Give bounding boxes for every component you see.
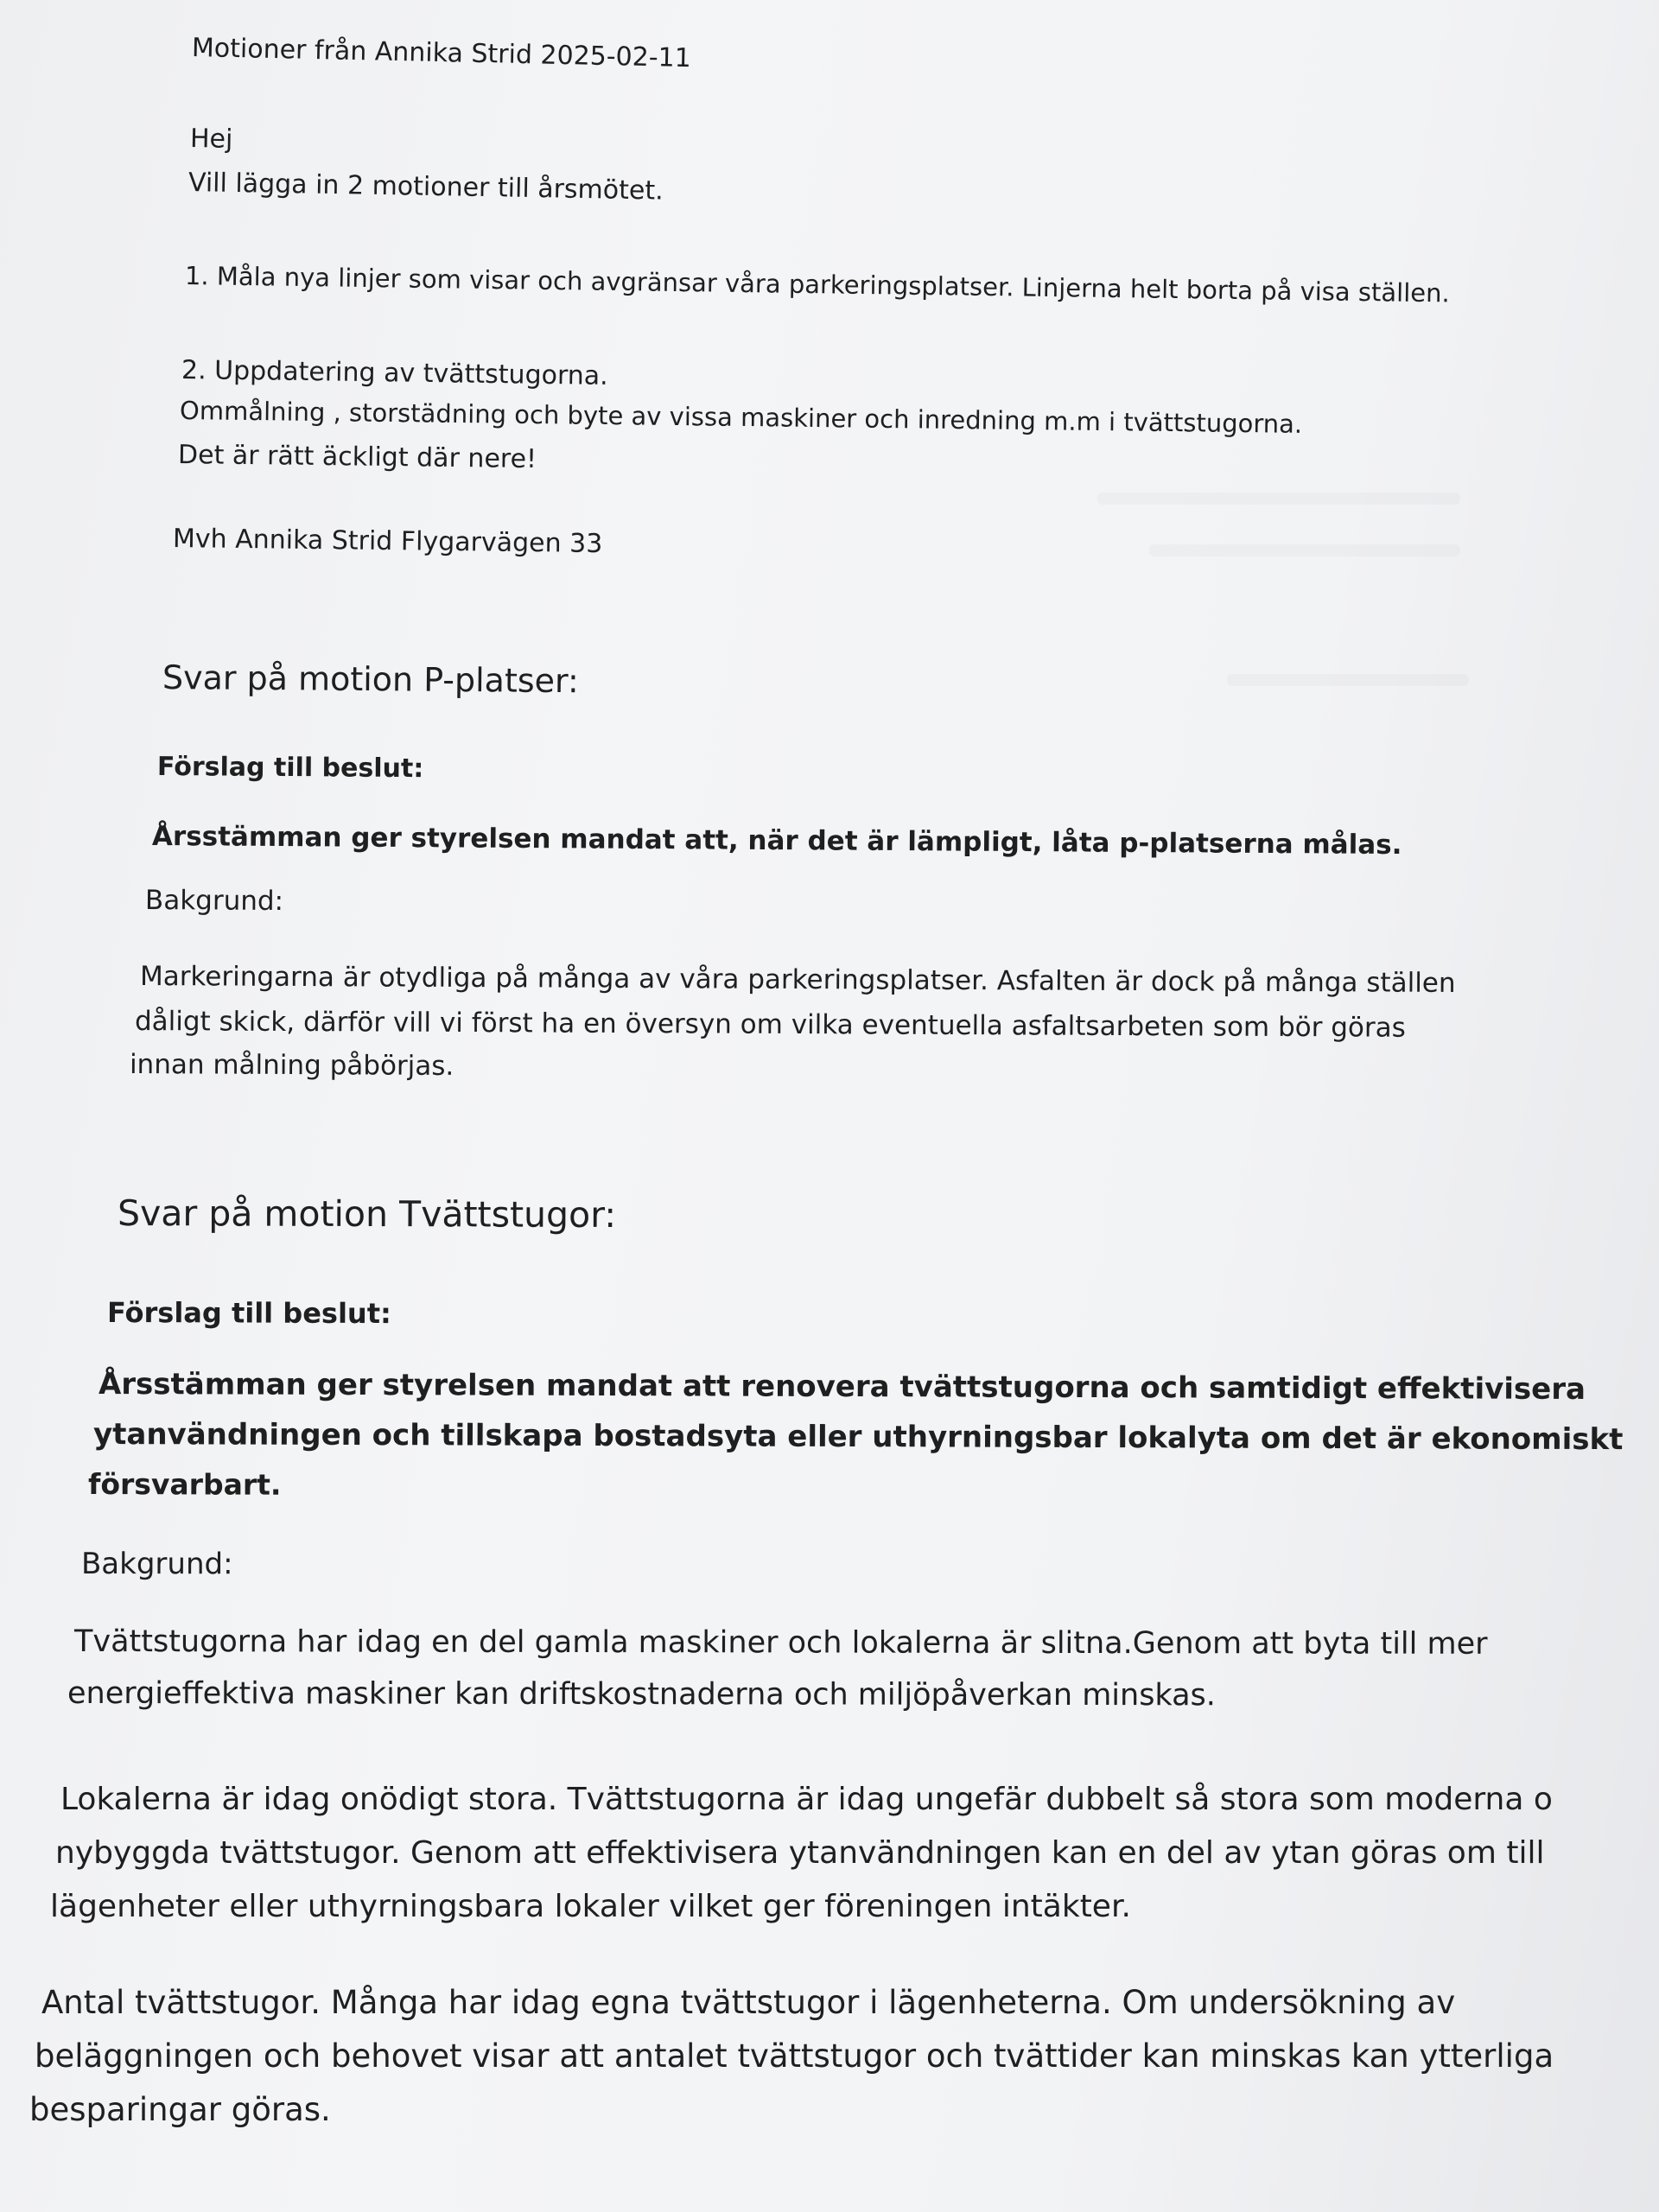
parking-background-line: Markeringarna är otydliga på många av våra parkeringsplatser. Asfalten är dock på många ställen bbox=[139, 961, 1456, 999]
letter-header: Motioner från Annika Strid 2025-02-11 bbox=[191, 33, 692, 74]
laundry-answer-heading: Svar på motion Tvättstugor: bbox=[117, 1192, 617, 1236]
laundry-paragraph-line: Antal tvättstugor. Många har idag egna tvättstugor i lägenheterna. Om undersökning av bbox=[41, 1984, 1456, 2021]
letter-intro: Vill lägga in 2 motioner till årsmötet. bbox=[188, 168, 664, 207]
letter-greeting: Hej bbox=[189, 124, 233, 155]
laundry-paragraph-line: Tvättstugorna har idag en del gamla maskiner och lokalerna är slitna.Genom att byta till mer bbox=[73, 1624, 1488, 1662]
laundry-paragraph-line: Lokalerna är idag onödigt stora. Tvättstugorna är idag ungefär dubbelt så stora som moderna o bbox=[60, 1782, 1553, 1817]
laundry-paragraph-line: lägenheter eller uthyrningsbara lokaler vilket ger föreningen intäkter. bbox=[50, 1889, 1131, 1924]
laundry-paragraph-line: beläggningen och behovet visar att antalet tvättstugor och tvättider kan minskas kan ytterliga bbox=[35, 2037, 1554, 2075]
laundry-proposal-label: Förslag till beslut: bbox=[106, 1296, 391, 1331]
motion-1-text: 1. Måla nya linjer som visar och avgränsar våra parkeringsplatser. Linjerna helt borta på visa ställen. bbox=[184, 261, 1450, 308]
laundry-proposal-line: försvarbart. bbox=[87, 1467, 282, 1502]
parking-background-line: innan målning påbörjas. bbox=[129, 1049, 454, 1082]
laundry-background-label: Bakgrund: bbox=[80, 1547, 233, 1582]
motion-2-line-2: Det är rätt äckligt där nere! bbox=[177, 440, 537, 475]
laundry-proposal-line: Årsstämman ger styrelsen mandat att renovera tvättstugorna och samtidigt effektivisera bbox=[98, 1367, 1586, 1408]
parking-background-line: dåligt skick, därför vill vi först ha en översyn om vilka eventuella asfaltsarbeten som bör göras bbox=[134, 1006, 1406, 1044]
laundry-proposal-line: ytanvändningen och tillskapa bostadsyta eller uthyrningsbar lokalyta om det är ekonomiskt bbox=[92, 1417, 1624, 1458]
show-through-shadow bbox=[1149, 544, 1460, 556]
show-through-shadow bbox=[1097, 493, 1460, 505]
laundry-paragraph-line: besparingar göras. bbox=[29, 2091, 331, 2128]
parking-proposal-text: Årsstämman ger styrelsen mandat att, när det är lämpligt, låta p-platserna målas. bbox=[151, 821, 1402, 861]
parking-proposal-label: Förslag till beslut: bbox=[156, 752, 424, 785]
letter-signature: Mvh Annika Strid Flygarvägen 33 bbox=[172, 524, 603, 560]
motion-2-title: 2. Uppdatering av tvättstugorna. bbox=[181, 355, 608, 391]
parking-answer-heading: Svar på motion P-platser: bbox=[162, 658, 579, 701]
motion-2-line-1: Ommålning , storstädning och byte av vissa maskiner och inredning m.m i tvättstugorna. bbox=[179, 396, 1303, 439]
parking-background-label: Bakgrund: bbox=[144, 885, 284, 918]
laundry-paragraph-line: energieffektiva maskiner kan driftskostnaderna och miljöpåverkan minskas. bbox=[67, 1676, 1216, 1713]
laundry-paragraph-line: nybyggda tvättstugor. Genom att effektivisera ytanvändningen kan en del av ytan göras om till bbox=[55, 1835, 1545, 1871]
show-through-shadow bbox=[1227, 674, 1469, 686]
